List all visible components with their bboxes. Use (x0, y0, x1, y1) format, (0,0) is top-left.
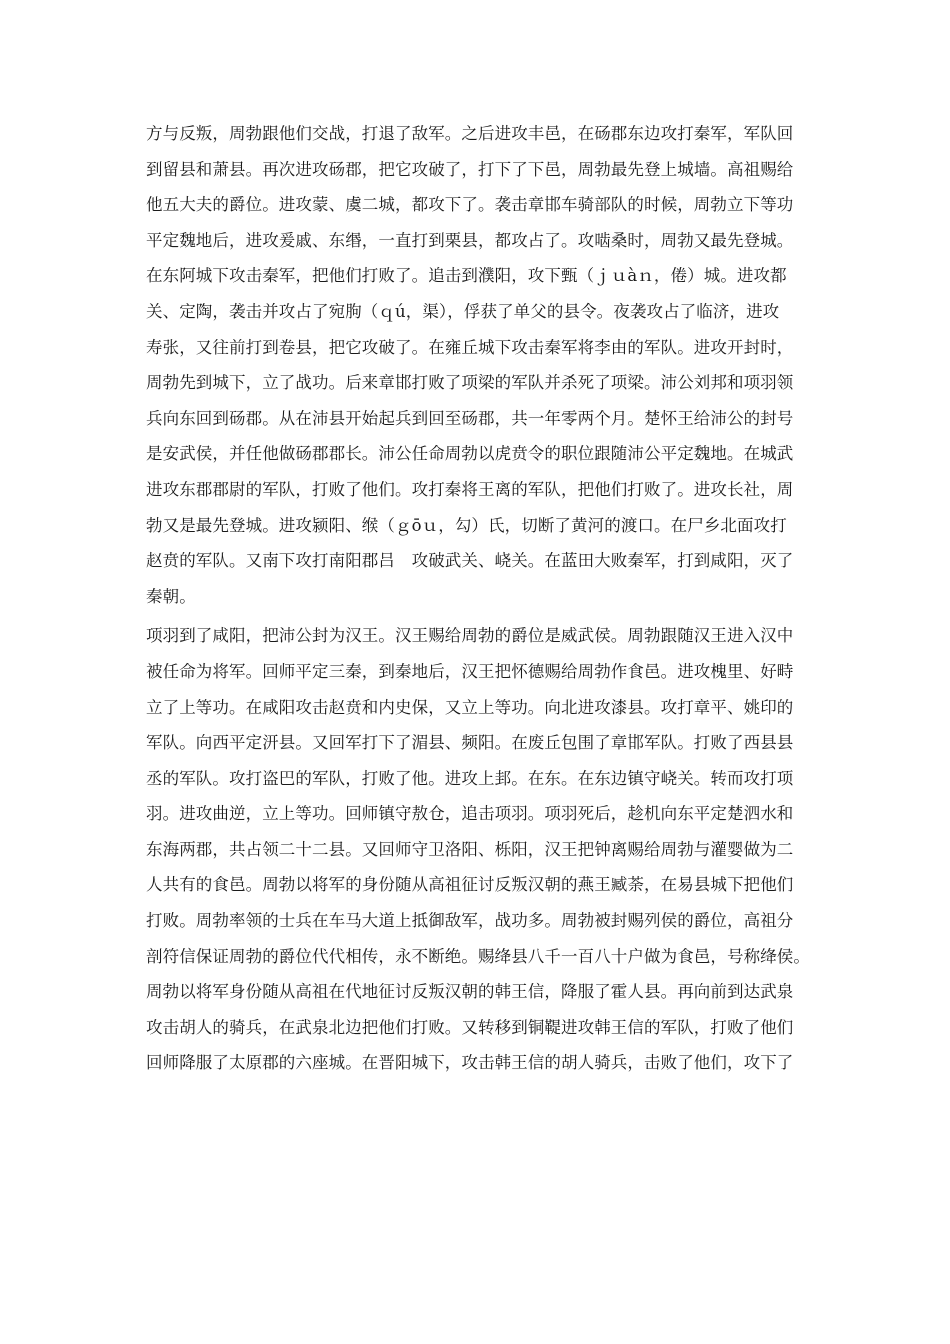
text-line: 周勃先到城下，立了战功。后来章邯打败了项梁的军队并杀死了项梁。沛公刘邦和项羽领 (146, 373, 794, 393)
text-line: 方与反叛，周勃跟他们交战，打退了敌军。之后进攻丰邑，在砀郡东边攻打秦军，军队回 (146, 124, 794, 143)
paragraph-2 (146, 618, 811, 1081)
text-line: 丞的军队。攻打盗巴的军队，打败了他。进攻上邽。在东。在东边镇守峣关。转而攻打项 (146, 768, 794, 788)
text-line: 是安武侯，并任他做砀郡郡长。沛公任命周勃以虎贲令的职位跟随沛公平定魏地。在城武 (146, 444, 794, 464)
text-line: 平定魏地后，进攻爰戚、东缗，一直打到栗县，都攻占了。攻啮桑时，周勃又最先登城。 (146, 230, 794, 250)
text-line: 攻击胡人的骑兵，在武泉北边把他们打败。又转移到铜鞮进攻韩王信的军队，打败了他们 (146, 1017, 794, 1037)
text-line: 剖符信保证周勃的爵位代代相传，永不断绝。赐绛县八千一百八十户做为食邑，号称绛侯。 (146, 946, 810, 966)
text-line: 关、定陶，袭击并攻占了宛朐（ｑú，渠），俘获了单父的县令。夜袭攻占了临济，进攻 (146, 301, 780, 321)
paragraph-1 (146, 116, 811, 614)
text-line: 进攻东郡郡尉的军队，打败了他们。攻打秦将王离的军队，把他们打败了。进攻长社，周 (146, 479, 794, 499)
text-line: 赵贲的军队。又南下攻打南阳郡吕 攻破武关、峣关。在蓝田大败秦军，打到咸阳，灭了 (146, 551, 794, 571)
text-line: 回师降服了太原郡的六座城。在晋阳城下，攻击韩王信的胡人骑兵，击败了他们，攻下了 (146, 1053, 794, 1073)
text-line: 他五大夫的爵位。进攻蒙、虞二城，都攻下了。袭击章邯车骑部队的时候，周勃立下等功 (146, 195, 794, 215)
text-line: 立了上等功。在咸阳攻击赵贲和内史保，又立上等功。向北进攻漆县。攻打章平、姚印的 (146, 697, 794, 717)
text-line: 到留县和萧县。再次进攻砀郡，把它攻破了，打下了下邑，周勃最先登上城墙。高祖赐给 (146, 159, 794, 179)
text-line: 被任命为将军。回师平定三秦，到秦地后，汉王把怀德赐给周勃作食邑。进攻槐里、好畤 (146, 661, 794, 681)
text-line: 打败。周勃率领的士兵在车马大道上抵御敌军，战功多。周勃被封赐列侯的爵位，高祖分 (146, 911, 794, 931)
text-line: 东海两郡，共占领二十二县。又回师守卫洛阳、栎阳，汉王把钟离赐给周勃与灌婴做为二 (146, 839, 794, 859)
text-line: 军队。向西平定汧县。又回军打下了湄县、频阳。在废丘包围了章邯军队。打败了西县县 (146, 733, 794, 753)
text-line: 兵向东回到砀郡。从在沛县开始起兵到回至砀郡，共一年零两个月。楚怀王给沛公的封号 (146, 408, 794, 428)
text-line: 寿张，又往前打到卷县，把它攻破了。在雍丘城下攻击秦军将李由的军队。进攻开封时， (146, 337, 794, 357)
text-line: 秦朝。 (146, 586, 196, 606)
text-line: 项羽到了咸阳，把沛公封为汉王。汉王赐给周勃的爵位是威武侯。周勃跟随汉王进入汉中 (146, 626, 794, 646)
text-line: 周勃以将军身份随从高祖在代地征讨反叛汉朝的韩王信，降服了霍人县。再向前到达武泉 (146, 982, 794, 1002)
document-body (146, 116, 811, 1081)
text-line: 在东阿城下攻击秦军，把他们打败了。追击到濮阳，攻下甄（ｊｕàｎ，倦）城。进攻都 (146, 266, 787, 286)
text-line: 人共有的食邑。周勃以将军的身份随从高祖征讨反叛汉朝的燕王臧荼，在易县城下把他们 (146, 875, 794, 895)
text-line: 勃又是最先登城。进攻颍阳、缑（ｇōｕ，勾）氏，切断了黄河的渡口。在尸乡北面攻打 (146, 515, 787, 535)
text-line: 羽。进攻曲逆，立上等功。回师镇守敖仓，追击项羽。项羽死后，趁机向东平定楚泗水和 (146, 804, 794, 824)
